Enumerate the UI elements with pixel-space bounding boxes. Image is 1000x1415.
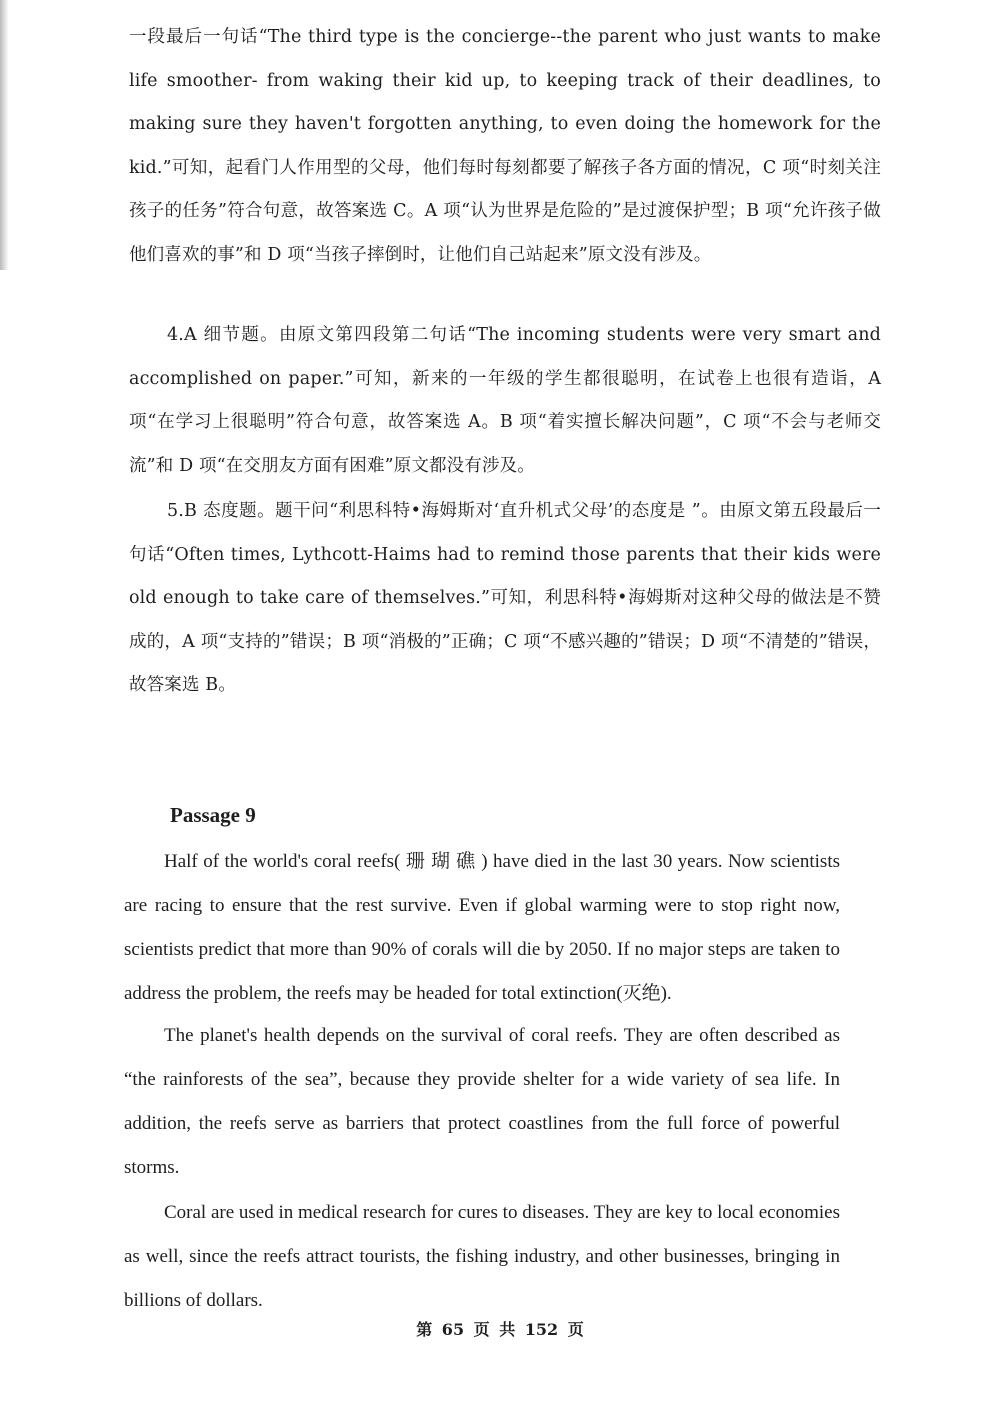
passage-paragraph-2: The planet's health depends on the survival of coral reefs. They are often described as “the rainforests of the sea”, because they provide shelter for a wide variety of sea life. In addition, the reefs serve as barriers that protect coastlines from the full force of powerful storms. [124,1025,840,1178]
passage-paragraph-1: Half of the world's coral reefs( 珊 瑚 礁 ) have died in the last 30 years. Now scientists are racing to ensure that the rest survive. Even if global warming were to stop right now, scientists predict that more than 90% of corals will die by 2050. If no major steps are taken to address the problem, the reefs may be headed for total extinction(灭绝). [124,851,840,1004]
scan-shadow-edge [0,0,9,270]
page-number-footer: 第 65 页 共 152 页 [416,1320,584,1339]
passage-title: Passage 9 [170,803,256,827]
explanation-q3-continued: 一段最后一句话“The third type is the concierge--the parent who just wants to make life smoother- from waking their kid up, to keeping track of their deadlines, to making sure they haven't forgotten anything, to even doing the homework for the kid.”可知，起看门人作用型的父母，他们每时每刻都要了解孩子各方面的情况，C 项“时刻关注孩子的任务”符合句意，故答案选 C。A 项“认为世界是危险的”是过渡保护型；B 项“允许孩子做他们喜欢的事”和 D 项“当孩子摔倒时，让他们自己站起来”原文没有涉及。 [129,27,881,265]
passage-paragraph-3: Coral are used in medical research for cures to diseases. They are key to local economies as well, since the reefs attract tourists, the fishing industry, and other businesses, bringing in billions of dollars. [124,1202,840,1311]
explanation-q5: 5.B 态度题。题干问“利思科特•海姆斯对‘直升机式父母’的态度是 ”。由原文第五段最后一句话“Often times, Lythcott-Haims had to remind those parents that their kids were old enough to take care of themselves.”可知，利思科特•海姆斯对这种父母的做法是不赞成的，A 项“支持的”错误；B 项“消极的”正确；C 项“不感兴趣的”错误；D 项“不清楚的”错误，故答案选 B。 [129,501,881,695]
explanation-q4: 4.A 细节题。由原文第四段第二句话“The incoming students were very smart and accomplished on paper.”可知，新来的一年级的学生都很聪明，在试卷上也很有造诣，A 项“在学习上很聪明”符合句意，故答案选 A。B 项“着实擅长解决问题”，C 项“不会与老师交流”和 D 项“在交朋友方面有困难”原文都没有涉及。 [129,325,881,476]
